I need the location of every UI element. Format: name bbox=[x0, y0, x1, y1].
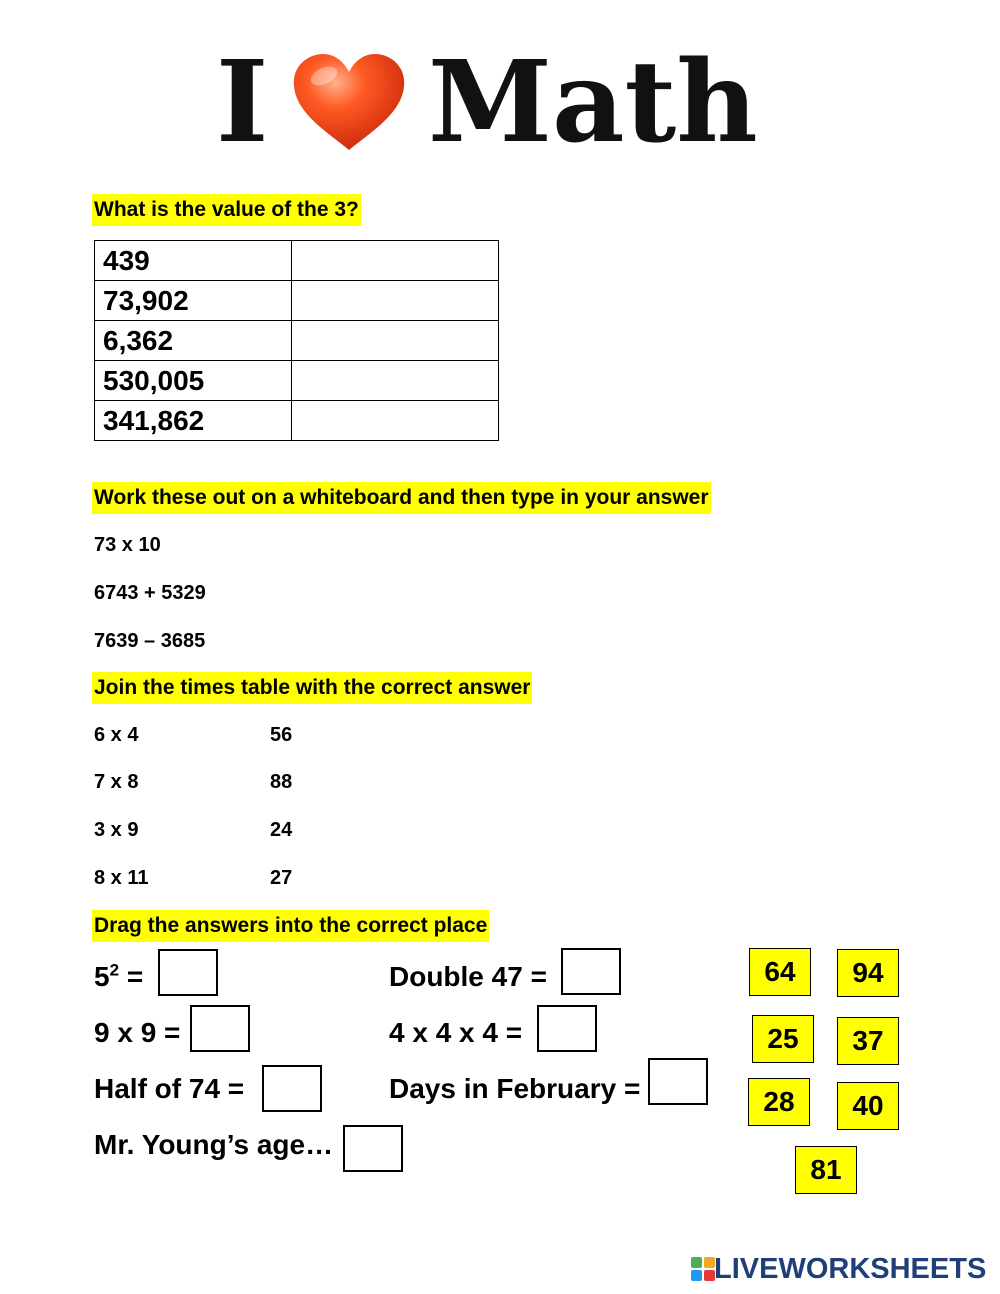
answer-cell[interactable] bbox=[292, 401, 499, 441]
place-value-table bbox=[94, 240, 499, 441]
section2-heading: Work these out on a whiteboard and then type in your answer bbox=[92, 482, 711, 514]
answer-item[interactable]: 24 bbox=[270, 819, 293, 841]
times-item[interactable]: 3 x 9 bbox=[94, 819, 139, 841]
section3-heading: Join the times table with the correct answer bbox=[92, 672, 532, 704]
page-title bbox=[0, 37, 1000, 168]
square-prompt bbox=[94, 957, 143, 997]
answer-tile[interactable]: 94 bbox=[837, 949, 899, 997]
answer-tile[interactable]: 40 bbox=[837, 1082, 899, 1130]
table-cell-number: 73,902 bbox=[95, 281, 292, 321]
answer-cell[interactable] bbox=[292, 241, 499, 281]
times-item[interactable]: 8 x 11 bbox=[94, 867, 149, 889]
answer-item[interactable]: 88 bbox=[270, 771, 293, 793]
answer-cell[interactable] bbox=[292, 361, 499, 401]
table-cell-number: 530,005 bbox=[95, 361, 292, 401]
title-math: Math bbox=[428, 37, 758, 168]
age-prompt: Mr. Young’s age… bbox=[94, 1129, 334, 1160]
answer-tile[interactable]: 25 bbox=[752, 1015, 814, 1063]
problem-1: 73 x 10 bbox=[94, 534, 161, 556]
answer-tile[interactable]: 37 bbox=[837, 1017, 899, 1065]
square-exponent: 2 bbox=[109, 960, 120, 980]
liveworksheets-logo-text: LIVEWORKSHEETS bbox=[714, 1253, 987, 1285]
liveworksheets-logo[interactable] bbox=[690, 1252, 990, 1286]
liveworksheets-logo-icon bbox=[690, 1256, 716, 1282]
table-row bbox=[95, 321, 499, 361]
square-base: 5 bbox=[94, 961, 110, 992]
times-item[interactable]: 7 x 8 bbox=[94, 771, 139, 793]
drop-box-half[interactable] bbox=[262, 1065, 322, 1112]
section4-heading: Drag the answers into the correct place bbox=[92, 910, 489, 942]
times-item[interactable]: 6 x 4 bbox=[94, 724, 139, 746]
double-prompt: Double 47 = bbox=[389, 961, 547, 992]
table-cell-number: 439 bbox=[95, 241, 292, 281]
heart-icon bbox=[290, 52, 408, 154]
drop-box-february[interactable] bbox=[648, 1058, 708, 1105]
table-row bbox=[95, 401, 499, 441]
title-i: I bbox=[216, 37, 269, 168]
answer-item[interactable]: 56 bbox=[270, 724, 293, 746]
cube-prompt: 4 x 4 x 4 = bbox=[389, 1017, 523, 1048]
half-prompt: Half of 74 = bbox=[94, 1073, 245, 1104]
answer-tile[interactable]: 64 bbox=[749, 948, 811, 996]
drop-box-age[interactable] bbox=[343, 1125, 403, 1172]
square-eq: = bbox=[119, 961, 144, 992]
answer-item[interactable]: 27 bbox=[270, 867, 293, 889]
answer-cell[interactable] bbox=[292, 281, 499, 321]
table-row bbox=[95, 241, 499, 281]
section1-heading: What is the value of the 3? bbox=[92, 194, 361, 226]
table-row bbox=[95, 361, 499, 401]
drop-box-square[interactable] bbox=[158, 949, 218, 996]
drop-box-double[interactable] bbox=[561, 948, 621, 995]
february-prompt: Days in February = bbox=[389, 1073, 641, 1104]
problem-3: 7639 – 3685 bbox=[94, 630, 206, 652]
nine-by-nine-prompt: 9 x 9 = bbox=[94, 1017, 181, 1048]
answer-tile[interactable]: 28 bbox=[748, 1078, 810, 1126]
table-cell-number: 341,862 bbox=[95, 401, 292, 441]
table-row bbox=[95, 281, 499, 321]
answer-tile[interactable]: 81 bbox=[795, 1146, 857, 1194]
answer-cell[interactable] bbox=[292, 321, 499, 361]
table-cell-number: 6,362 bbox=[95, 321, 292, 361]
drop-box-nine-by-nine[interactable] bbox=[190, 1005, 250, 1052]
drop-box-cube[interactable] bbox=[537, 1005, 597, 1052]
problem-2: 6743 + 5329 bbox=[94, 582, 206, 604]
